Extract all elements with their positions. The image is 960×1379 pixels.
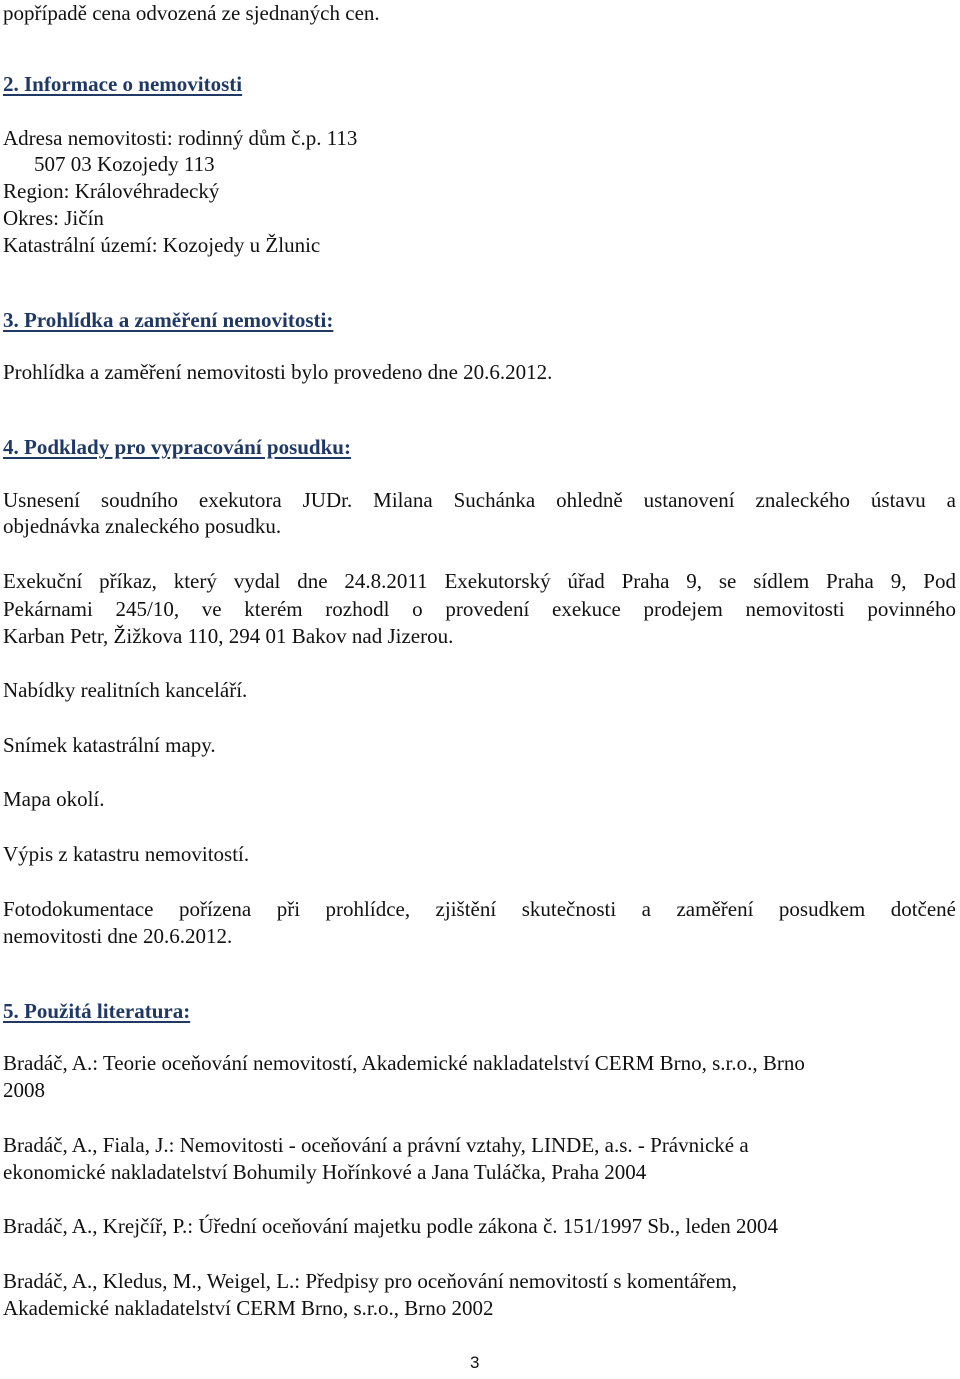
property-address: Adresa nemovitosti: rodinný dům č.p. 113: [3, 126, 358, 150]
source-photos-line2: nemovitosti dne 20.6.2012.: [3, 924, 233, 948]
section-5-heading: 5. Použitá literatura:: [3, 999, 191, 1023]
property-region: Region: Královéhradecký: [3, 179, 220, 203]
reference-2-line2: ekonomické nakladatelství Bohumily Hořínkové a Jana Tuláčka, Praha 2004: [3, 1160, 647, 1184]
reference-3: Bradáč, A., Krejčíř, P.: Úřední oceňování majetku podle zákona č. 151/1997 Sb., leden 2004: [3, 1214, 779, 1238]
intro-text: popřípadě cena odvozená ze sjednaných cen.: [3, 1, 380, 25]
page-number: 3: [470, 1353, 480, 1372]
inspection-text: Prohlídka a zaměření nemovitosti bylo provedeno dne 20.6.2012.: [3, 360, 553, 384]
source-photos-line1: Fotodokumentace pořízena při prohlídce, zjištění skutečnosti a zaměření posudkem dotčené: [3, 897, 956, 921]
reference-4-line2: Akademické nakladatelství CERM Brno, s.r.o., Brno 2002: [3, 1296, 494, 1320]
source-offers: Nabídky realitních kanceláří.: [3, 678, 248, 702]
section-3-heading: 3. Prohlídka a zaměření nemovitosti:: [3, 308, 334, 332]
source-resolution-line1: Usnesení soudního exekutora JUDr. Milana Suchánka ohledně ustanovení znaleckého ústavu a: [3, 488, 956, 512]
reference-2-line1: Bradáč, A., Fiala, J.: Nemovitosti - oceňování a právní vztahy, LINDE, a.s. - Právnické a: [3, 1133, 749, 1157]
reference-4-line1: Bradáč, A., Kledus, M., Weigel, L.: Předpisy pro oceňování nemovitostí s komentářem,: [3, 1269, 737, 1293]
property-address-line2: 507 03 Kozojedy 113: [34, 152, 215, 176]
source-order-line1: Exekuční příkaz, který vydal dne 24.8.2011 Exekutorský úřad Praha 9, se sídlem Praha 9, Pod: [3, 569, 956, 593]
reference-1-line1: Bradáč, A.: Teorie oceňování nemovitostí, Akademické nakladatelství CERM Brno, s.r.o., Brno: [3, 1051, 805, 1075]
source-area-map: Mapa okolí.: [3, 787, 105, 811]
source-order-line3: Karban Petr, Žižkova 110, 294 01 Bakov nad Jizerou.: [3, 624, 454, 648]
section-4-heading: 4. Podklady pro vypracování posudku:: [3, 435, 351, 459]
reference-1-line2: 2008: [3, 1078, 45, 1102]
property-district: Okres: Jičín: [3, 206, 104, 230]
source-order-line2: Pekárnami 245/10, ve kterém rozhodl o provedení exekuce prodejem nemovitosti povinného: [3, 597, 956, 621]
property-cadastre: Katastrální území: Kozojedy u Žlunic: [3, 233, 321, 257]
source-cadastral-map: Snímek katastrální mapy.: [3, 733, 216, 757]
source-cadastre-extract: Výpis z katastru nemovitostí.: [3, 842, 250, 866]
section-2-heading: 2. Informace o nemovitosti: [3, 72, 243, 96]
source-resolution-line2: objednávka znaleckého posudku.: [3, 514, 282, 538]
